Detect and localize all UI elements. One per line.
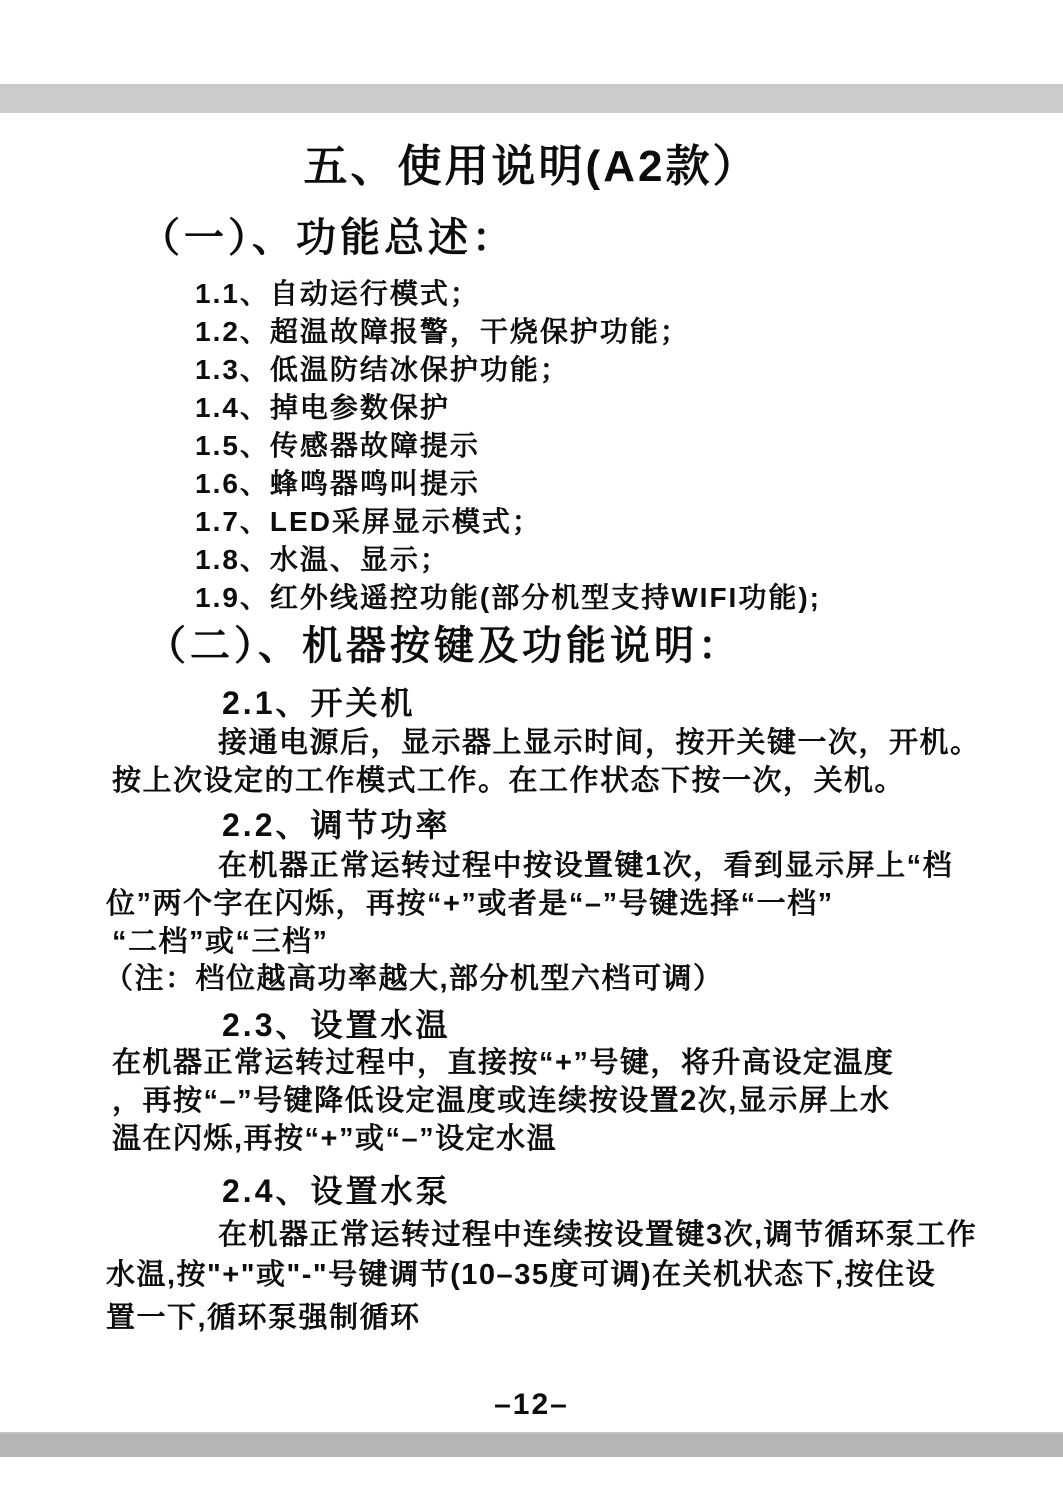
body-line: ，再按“–”号键降低设定温度或连续按设置2次,显示屏上水: [112, 1085, 891, 1117]
subsection-heading-adjust-power: 2.2、调节功率: [222, 807, 451, 843]
body-line: 位”两个字在闪烁，再按“+”或者是“–”号键选择“一档”: [106, 888, 834, 920]
body-line: 在机器正常运转过程中按设置键1次，看到显示屏上“档: [218, 850, 954, 882]
section-one-heading: （一）、功能总述：: [140, 216, 516, 260]
body-line: 置一下,循环泵强制循环: [106, 1302, 421, 1334]
feature-list-item: 1.5、传感器故障提示: [195, 430, 480, 461]
body-line: 温在闪烁,再按“+”或“–”设定水温: [112, 1123, 558, 1155]
feature-list-item: 1.6、蜂鸣器鸣叫提示: [195, 468, 480, 499]
body-line: 在机器正常运转过程中，直接按“+”号键，将升高设定温度: [112, 1047, 895, 1079]
page-number: –12–: [494, 1388, 569, 1421]
body-line: 水温,按"+"或"-"号键调节(10–35度可调)在关机状态下,按住设: [106, 1259, 937, 1291]
feature-list-item: 1.4、掉电参数保护: [195, 392, 450, 423]
bottom-divider-bar: [0, 1432, 1063, 1457]
subsection-heading-set-water-temp: 2.3、设置水温: [222, 1007, 451, 1043]
subsection-heading-set-water-pump: 2.4、设置水泵: [222, 1173, 451, 1209]
body-line: 在机器正常运转过程中连续按设置键3次,调节循环泵工作: [218, 1219, 978, 1251]
feature-list-item: 1.3、低温防结冰保护功能；: [195, 354, 570, 385]
body-line: 接通电源后，显示器上显示时间，按开关键一次，开机。: [218, 727, 981, 759]
section-two-heading: （二）、机器按键及功能说明：: [146, 624, 742, 668]
feature-list-item: 1.1、自动运行模式；: [195, 278, 480, 309]
subsection-heading-power-switch: 2.1、开关机: [222, 685, 416, 721]
body-line: 按上次设定的工作模式工作。在工作状态下按一次，关机。: [112, 765, 906, 797]
body-line-note: （注：档位越高功率越大,部分机型六档可调）: [104, 963, 724, 995]
feature-list-item: 1.8、水温、显示；: [195, 544, 450, 575]
feature-list-item: 1.9、红外线遥控功能(部分机型支持WIFI功能);: [195, 582, 821, 613]
body-line: “二档”或“三档”: [112, 926, 329, 958]
feature-list-item: 1.7、LED采屏显示模式；: [195, 506, 542, 537]
feature-list-item: 1.2、超温故障报警，干烧保护功能；: [195, 316, 690, 347]
top-divider-bar: [0, 84, 1063, 113]
page-title: 五、使用说明(A2款）: [303, 142, 760, 191]
